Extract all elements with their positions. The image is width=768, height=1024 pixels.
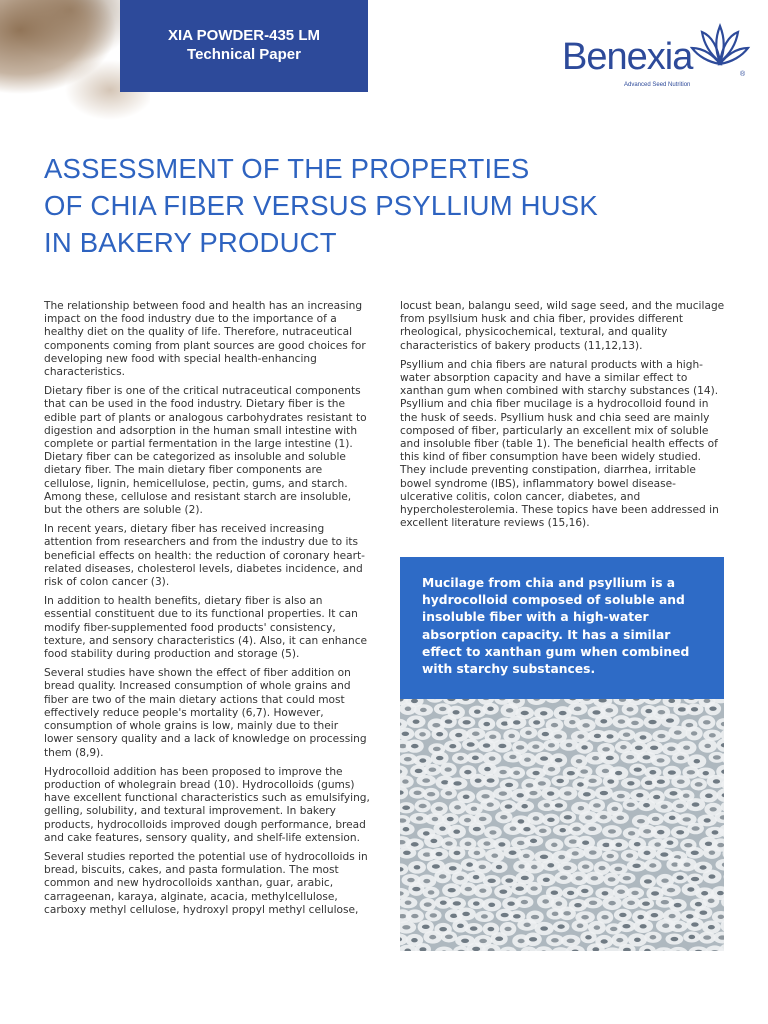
logo-tagline: Advanced Seed Nutrition — [624, 82, 691, 88]
document-type-banner — [120, 0, 368, 92]
body-column-left — [44, 300, 370, 923]
title-line-2: OF CHIA FIBER VERSUS PSYLLIUM HUSK — [44, 190, 598, 221]
paragraph: Dietary fiber is one of the critical nutraceutical components that can be used in the food industry. Dietary fiber is the edible part of plants or analogous carbohydrates resistant to digestion and adsorption in the human small intestine with complete or partial fermentation in the large intestine (1). Dietary fiber can be categorized as insoluble and soluble dietary fiber. The main dietary fiber components are cellulose, lignin, hemicellulose, pectin, gums, and starch. Among these, cellulose and resistant starch are insoluble, but the others are soluble (2). — [44, 385, 367, 517]
logo-wordmark: Benexia — [562, 36, 693, 78]
title-line-1: ASSESSMENT OF THE PROPERTIES — [44, 153, 530, 184]
body-column-right — [400, 300, 726, 536]
pull-quote — [400, 557, 724, 699]
paragraph: Several studies reported the potential use of hydrocolloids in bread, biscuits, cakes, and pasta formulation. The most common and new hydrocolloids xanthan, guar, arabic, carrageenan, karaya, alginate, acacia, methylcellulose, carboxy methyl cellulose, hydroxyl propyl methyl cellulose, — [44, 850, 368, 916]
document-type: Technical Paper — [187, 46, 301, 63]
paragraph: In recent years, dietary fiber has received increasing attention from researchers and from the industry due to its beneficial effects on health: the reduction of coronary heart-related diseases, cholesterol levels, diabetes incidence, and risk of colon cancer (3). — [44, 523, 366, 589]
chia-seed-texture — [400, 699, 724, 951]
paragraph: Hydrocolloid addition has been proposed to improve the production of wholegrain bread (10). Hydrocolloids (gums) have excellent functional characteristics such as emulsifying, gelling, solubility, and textural improvement. In bakery products, hydrocolloids improved dough performance, bread and cake features, sensory quality, and shelf-life extension. — [44, 765, 370, 844]
chia-seed-photo — [400, 699, 724, 951]
title-line-3: IN BAKERY PRODUCT — [44, 227, 337, 258]
benexia-logo — [562, 18, 752, 90]
paragraph: In addition to health benefits, dietary fiber is also an essential constituent due to its functional properties. It can modify fiber-supplemented food products' consistency, texture, and sensory characteristics (4). Also, it can enhance food stability during production and storage (5). — [44, 595, 368, 661]
paragraph: Several studies have shown the effect of fiber addition on bread quality. Increased consumption of whole grains and fiber are two of the main dietary actions that could most effectively reduce people's mortality (6,7). However, consumption of whole grains is low, mainly due to their lower sensory quality and a lack of knowledge on processing them (8,9). — [44, 667, 367, 759]
flower-icon — [688, 18, 752, 78]
pull-quote-text: Mucilage from chia and psyllium is a hydrocolloid composed of soluble and insoluble fiber with a high-water absorption capacity. It has a similar effect to xanthan gum when combined with starchy substances. — [422, 576, 690, 677]
product-name: XIA POWDER-435 LM — [168, 27, 320, 44]
paragraph: The relationship between food and health has an increasing impact on the food industry due to the importance of a healthy diet on the quality of life. Therefore, nutraceutical components coming from plant sources are good choices for developing new food with special health-enhancing characteristics. — [44, 300, 366, 379]
paragraph: Psyllium and chia fibers are natural products with a high-water absorption capacity and have a similar effect to xanthan gum when combined with starchy substances (14). Psyllium and chia fiber mucilage is a hydrocolloid found in the husk of seeds. Psyllium husk and chia seed are mainly composed of fiber, particularly an excellent mix of soluble and insoluble fiber (table 1). The beneficial health effects of this kind of fiber consumption have been widely studied. They include preventing constipation, diarrhea, irritable bowel syndrome (IBS), inflammatory bowel disease-ulcerative colitis, colon cancer, diabetes, and hypercholesterolemia. These topics have been addressed in excellent literature reviews (15,16). — [400, 358, 719, 530]
paragraph: locust bean, balangu seed, wild sage seed, and the mucilage from psyllsium husk and chia fiber, provides different rheological, physicochemical, textural, and quality characteristics of bakery products (11,12,13). — [400, 300, 725, 352]
registered-mark: ® — [740, 71, 746, 78]
page-title — [44, 150, 684, 261]
